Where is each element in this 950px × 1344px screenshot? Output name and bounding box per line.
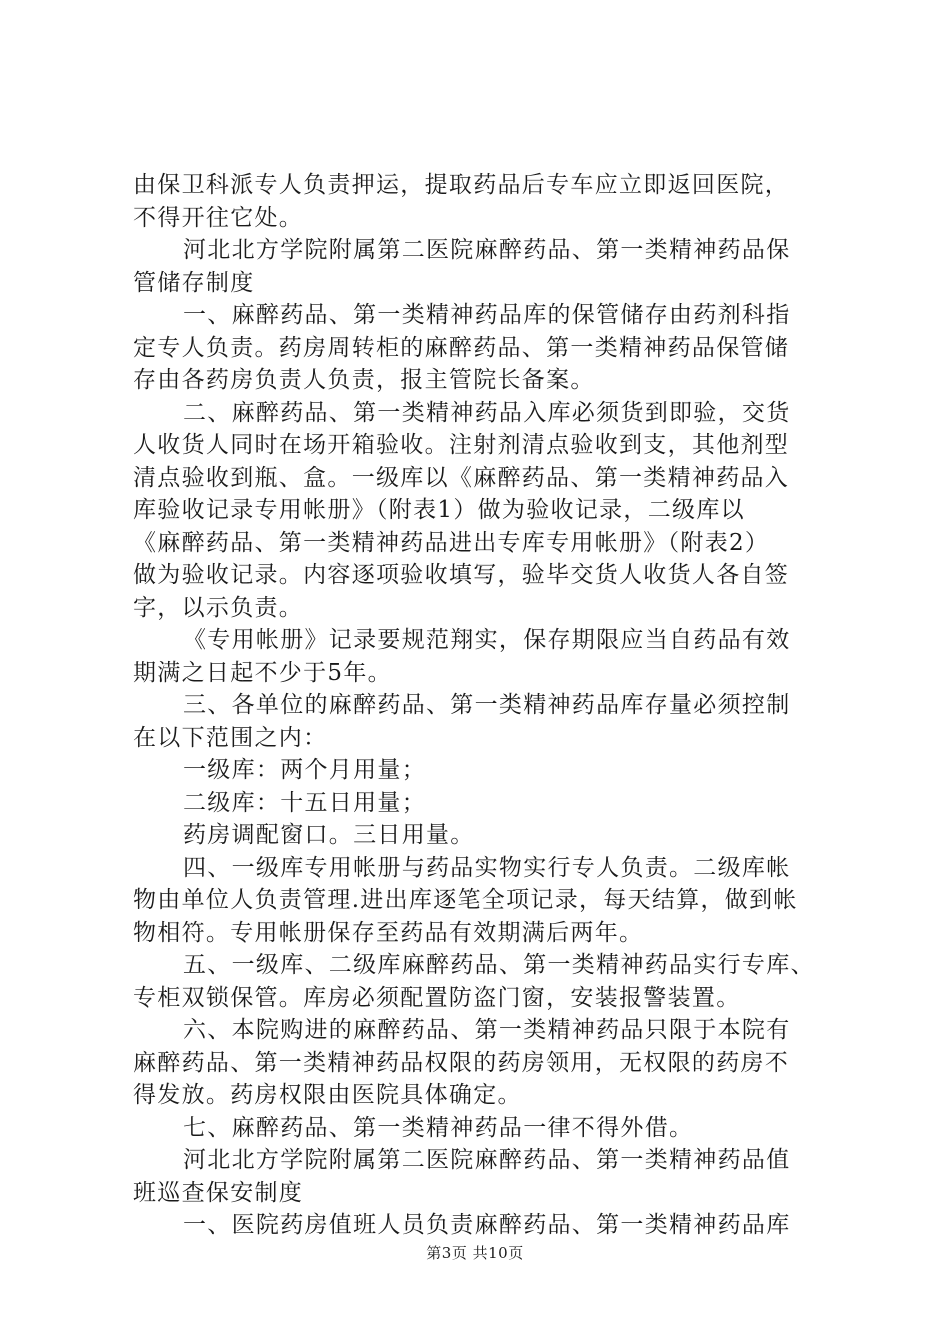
text-line: 存由各药房负责人负责，报主管院长备案。 [133,367,595,393]
text-line: 人收货人同时在场开箱验收。注射剂清点验收到支，其他剂型 [133,432,790,458]
text-line: 一、医院药房值班人员负责麻醉药品、第一类精神药品库 [183,1212,791,1238]
text-line: 二级库：十五日用量； [183,789,426,816]
text-line: 由保卫科派专人负责押运，提取药品后专车应立即返回医院， [133,172,790,198]
text-line: 清点验收到瓶、盒。一级库以《麻醉药品、第一类精神药品入 [133,464,790,491]
text-line: 《专用帐册》记录要规范翔实，保存期限应当自药品有效 [183,627,791,653]
text-line: 二、麻醉药品、第一类精神药品入库必须货到即验，交货 [183,399,791,426]
text-line: 字，以示负责。 [133,594,304,621]
text-line: 库验收记录专用帐册》（附表1）做为验收记录，二级库以 [133,497,745,523]
text-line: 不得开往它处。 [133,204,304,231]
text-line: 河北北方学院附属第二医院麻醉药品、第一类精神药品值 [183,1147,791,1173]
text-line: 物相符。专用帐册保存至药品有效期满后两年。 [133,919,644,946]
document-body [133,169,833,1242]
text-line: 班巡查保安制度 [133,1179,304,1206]
text-line: 物由单位人负责管理.进出库逐笔全项记录，每天结算，做到帐 [133,887,798,913]
text-line: 药房调配窗口。三日用量。 [183,822,475,848]
text-line: 四、一级库专用帐册与药品实物实行专人负责。二级库帐 [183,854,791,881]
text-line: 在以下范围之内： [133,724,328,751]
text-line: 管储存制度 [133,269,255,296]
text-line: 七、麻醉药品、第一类精神药品一律不得外借。 [183,1114,694,1141]
text-line: 三、各单位的麻醉药品、第一类精神药品库存量必须控制 [183,692,791,718]
text-line: 五、一级库、二级库麻醉药品、第一类精神药品实行专库、 [183,952,815,978]
text-line: 河北北方学院附属第二医院麻醉药品、第一类精神药品保 [183,237,791,263]
text-line: 做为验收记录。内容逐项验收填写，验毕交货人收货人各自签 [133,562,790,588]
text-line: 专柜双锁保管。库房必须配置防盗门窗，安装报警装置。 [133,984,741,1011]
page-footer: 第3页 共10页 [426,1244,524,1262]
text-line: 《麻醉药品、第一类精神药品进出专库专用帐册》（附表2） [133,529,770,556]
text-line: 一级库：两个月用量； [183,757,426,783]
text-line: 期满之日起不少于5年。 [133,659,392,686]
text-line: 得发放。药房权限由医院具体确定。 [133,1082,522,1108]
text-line: 六、本院购进的麻醉药品、第一类精神药品只限于本院有 [183,1017,791,1043]
text-line: 麻醉药品、第一类精神药品权限的药房领用，无权限的药房不 [133,1049,790,1076]
text-line: 定专人负责。药房周转柜的麻醉药品、第一类精神药品保管储 [133,334,790,361]
text-line: 一、麻醉药品、第一类精神药品库的保管储存由药剂科指 [183,302,791,328]
